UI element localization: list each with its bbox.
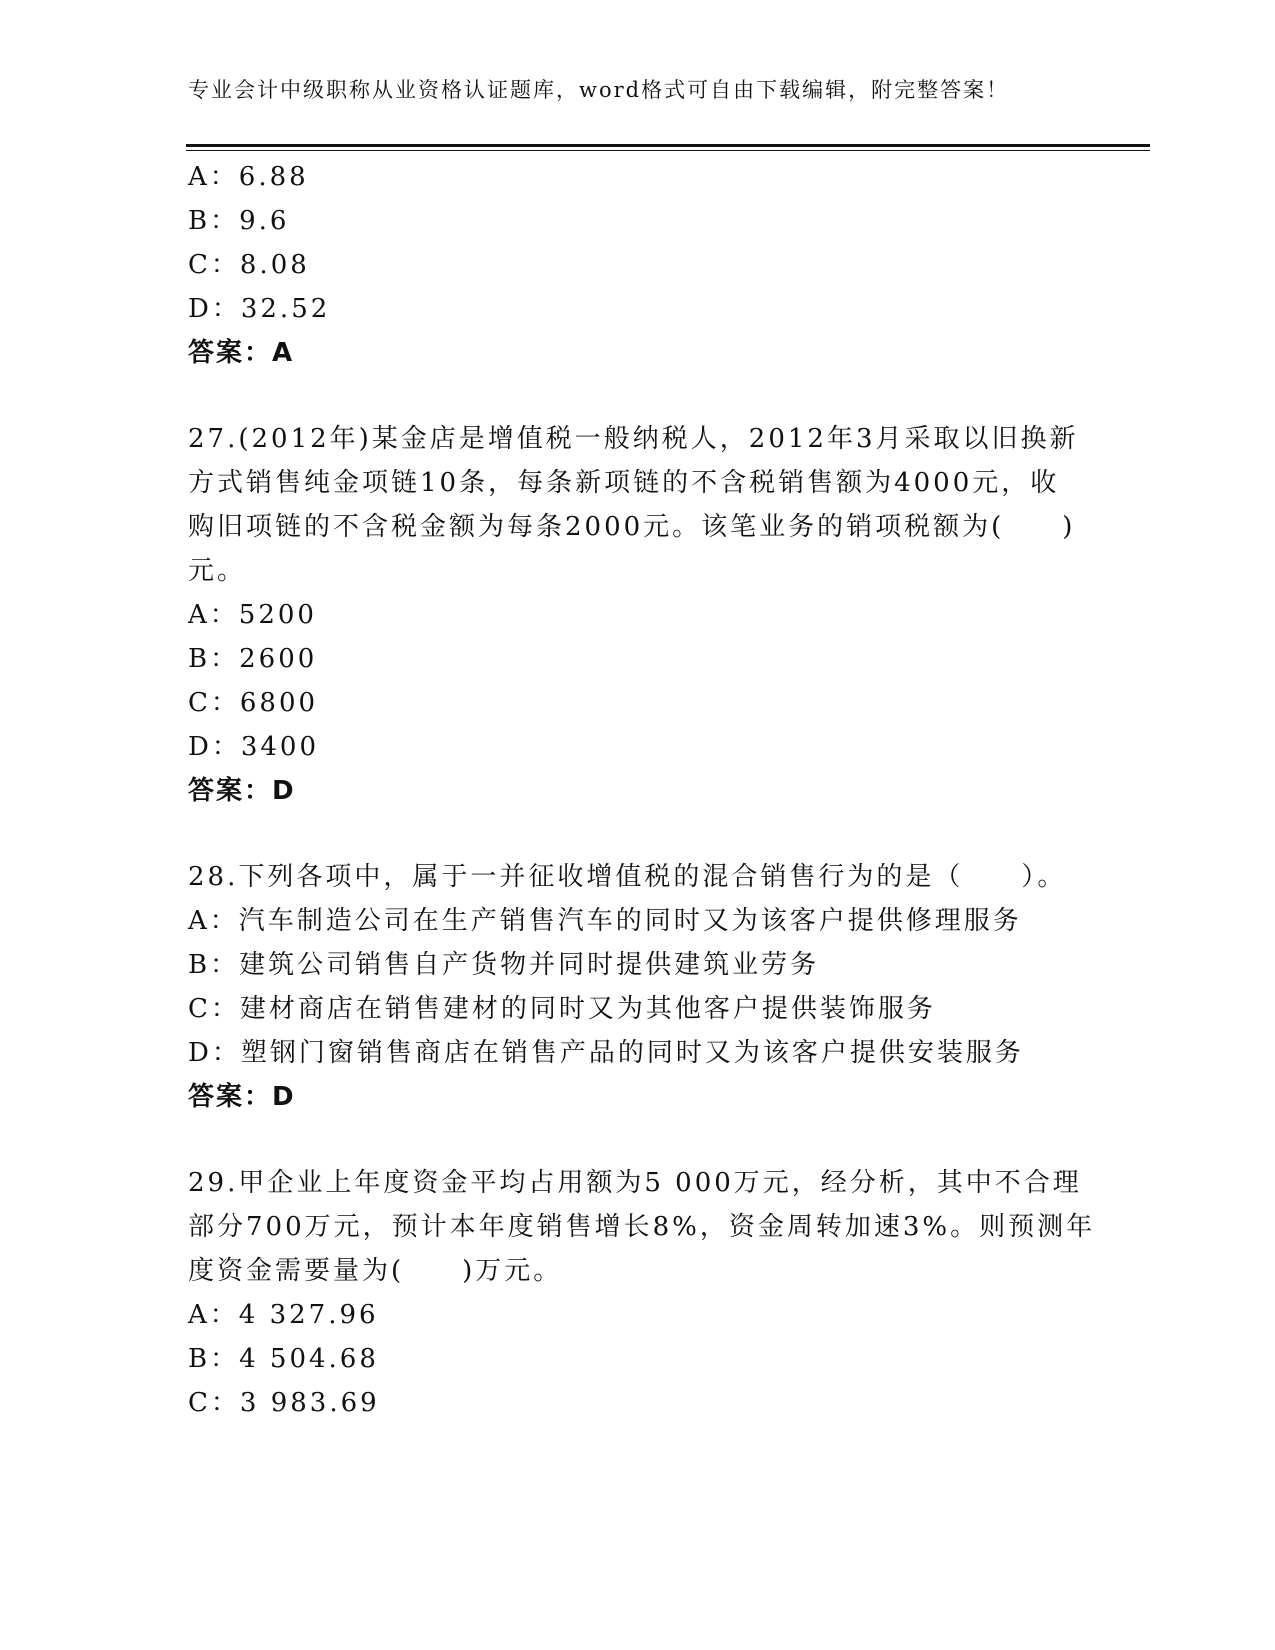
q27-stem-line-2: 方式销售纯金项链10条，每条新项链的不含税销售额为4000元，收: [188, 468, 1060, 498]
header-rule-thin: [186, 150, 1150, 151]
q27-answer: 答案：D: [188, 776, 296, 806]
q27-option-d: D：3400: [188, 732, 320, 762]
q29-stem-line-3: 度资金需要量为( )万元。: [188, 1256, 563, 1286]
q29-stem-line-2: 部分700万元，预计本年度销售增长8%，资金周转加速3%。则预测年: [188, 1212, 1096, 1242]
q29-option-a: A：4 327.96: [188, 1300, 379, 1330]
q28-answer: 答案：D: [188, 1082, 296, 1112]
q27-stem-line-4: 元。: [188, 556, 247, 586]
q27-option-b: B：2600: [188, 644, 318, 674]
q28-option-c: C：建材商店在销售建材的同时又为其他客户提供装饰服务: [188, 994, 936, 1024]
q29-option-b: B：4 504.68: [188, 1344, 379, 1374]
q26-answer: 答案：A: [188, 338, 295, 368]
q28-option-b: B：建筑公司销售自产货物并同时提供建筑业劳务: [188, 950, 820, 980]
q28-option-d: D：塑钢门窗销售商店在销售产品的同时又为该客户提供安装服务: [188, 1038, 1024, 1068]
q27-stem-line-3: 购旧项链的不含税金额为每条2000元。该笔业务的销项税额为( ): [188, 512, 1076, 542]
q29-option-c: C：3 983.69: [188, 1388, 380, 1418]
q27-option-a: A：5200: [188, 600, 317, 630]
q26-option-a: A：6.88: [188, 162, 309, 192]
q26-option-c: C：8.08: [188, 250, 310, 280]
q29-stem-line-1: 29.甲企业上年度资金平均占用额为5 000万元，经分析，其中不合理: [188, 1168, 1082, 1198]
page-header: 专业会计中级职称从业资格认证题库，word格式可自由下载编辑，附完整答案！: [188, 78, 1010, 102]
q26-option-d: D：32.52: [188, 294, 331, 324]
q27-option-c: C：6800: [188, 688, 319, 718]
q28-option-a: A：汽车制造公司在生产销售汽车的同时又为该客户提供修理服务: [188, 906, 1022, 936]
q26-option-b: B：9.6: [188, 206, 290, 236]
q28-stem-line-1: 28.下列各项中，属于一并征收增值税的混合销售行为的是（ ）。: [188, 862, 1067, 892]
header-rule-thick: [186, 144, 1150, 147]
q27-stem-line-1: 27.(2012年)某金店是增值税一般纳税人，2012年3月采取以旧换新: [188, 424, 1079, 454]
